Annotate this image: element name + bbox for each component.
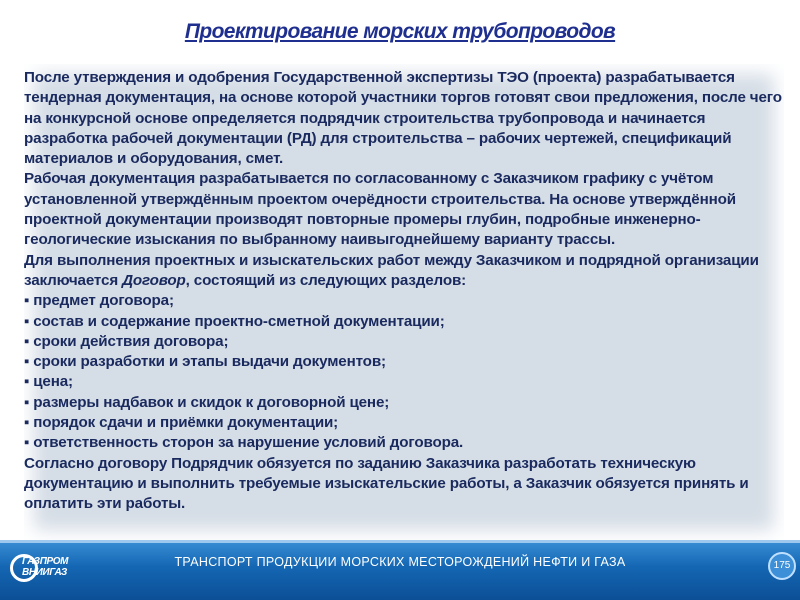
- paragraph-tender: После утверждения и одобрения Государственной экспертизы ТЭО (проекта) разрабатывается тендерная документация, на основе которой участники торгов готовят свои предложения, после чего на конкурсной основе определяется подрядчик строительства трубопровода и начинается разработка рабочей документации (РД) для строительства – рабочих чертежей, спецификаций материалов и оборудования, смет.: [24, 69, 782, 168]
- list-item-text: цена;: [33, 373, 73, 391]
- list-item: [24, 291, 784, 311]
- bullet-icon: ▪: [24, 393, 30, 411]
- list-item-text: предмет договора;: [33, 292, 174, 310]
- bullet-icon: ▪: [24, 312, 30, 330]
- list-item-text: состав и содержание проектно-сметной документации;: [33, 312, 445, 330]
- bullet-icon: ▪: [24, 373, 30, 391]
- list-item-text: сроки действия договора;: [33, 332, 229, 350]
- footer-caption: ТРАНСПОРТ ПРОДУКЦИИ МОРСКИХ МЕСТОРОЖДЕНИЙ НЕФТИ И ГАЗА: [174, 555, 626, 569]
- bullet-icon: ▪: [24, 332, 30, 350]
- list-item: [24, 312, 784, 332]
- paragraph-closing: Согласно договору Подрядчик обязуется по заданию Заказчика разработать техническую документацию и выполнить требуемые изыскательские работы, а Заказчик обязуется принять и оплатить эти работы.: [24, 454, 749, 513]
- paragraph-contract-intro: [24, 251, 784, 292]
- bullet-icon: ▪: [24, 434, 30, 452]
- contract-intro-after: , состоящий из следующих разделов:: [185, 271, 467, 289]
- page-number-badge: 175: [768, 552, 796, 580]
- paragraph-working-docs: Рабочая документация разрабатывается по согласованному с Заказчиком графику с учётом установленной утверждённым проектом очерёдности строительства. На основе утверждённой проектной документации производят повторные промеры глубин, подробные инженерно-геологические изыскания по выбранному наивыгоднейшему варианту трассы.: [24, 170, 736, 249]
- bullet-icon: ▪: [24, 414, 30, 432]
- gazprom-vniigaz-logo: [8, 546, 72, 594]
- list-item: [24, 372, 784, 392]
- list-item-text: размеры надбавок и скидок к договорной цене;: [33, 393, 390, 411]
- logo-line-1: ГАЗПРОМ: [22, 556, 69, 567]
- footer-divider: [0, 540, 800, 543]
- contract-sections-list: [24, 291, 784, 453]
- list-item: [24, 413, 784, 433]
- bullet-icon: ▪: [24, 292, 30, 310]
- footer-bar: [0, 540, 800, 600]
- logo-text: [22, 556, 68, 578]
- contract-term: Договор: [122, 271, 186, 289]
- list-item: [24, 352, 784, 372]
- list-item-text: ответственность сторон за нарушение условий договора.: [33, 434, 464, 452]
- logo-line-2: ВНИИГАЗ: [22, 567, 67, 578]
- slide-body: [24, 68, 784, 515]
- list-item: [24, 433, 784, 453]
- list-item: [24, 332, 784, 352]
- bullet-icon: ▪: [24, 353, 30, 371]
- list-item-text: порядок сдачи и приёмки документации;: [33, 414, 339, 432]
- list-item: [24, 393, 784, 413]
- slide-title: Проектирование морских трубопроводов: [184, 20, 616, 43]
- list-item-text: сроки разработки и этапы выдачи документов;: [33, 353, 386, 371]
- contract-intro-before: Для выполнения проектных и изыскательских работ между Заказчиком и подрядной организации заключается: [24, 251, 759, 289]
